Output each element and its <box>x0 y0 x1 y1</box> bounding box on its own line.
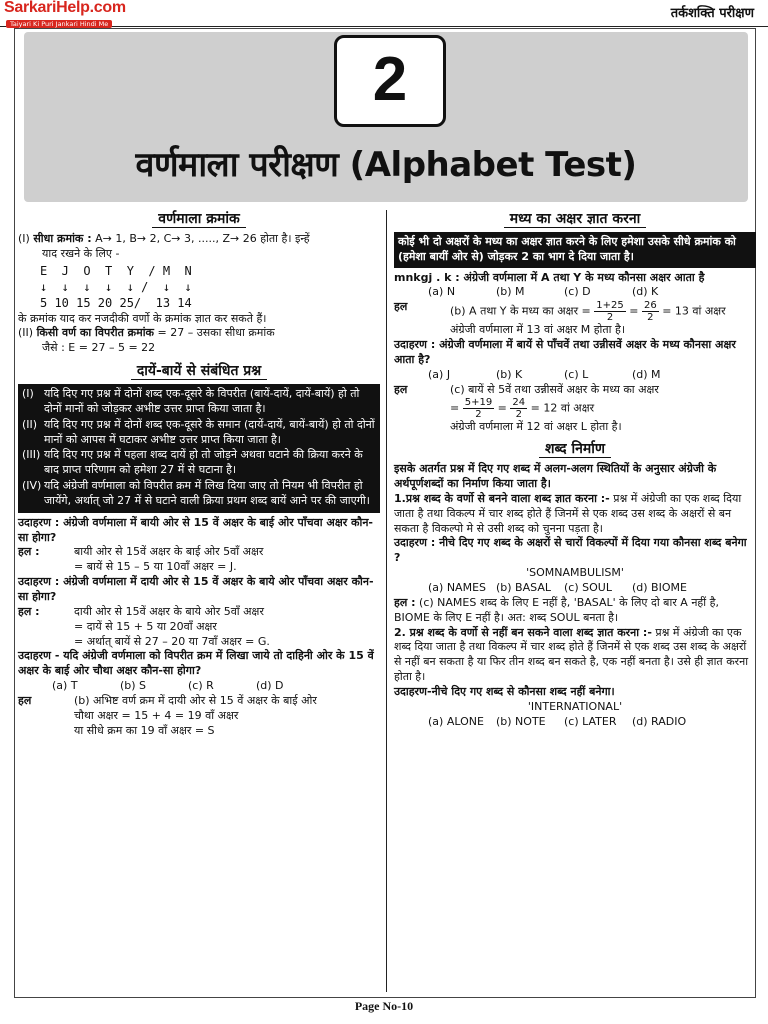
rule-item: (II) यदि दिए गए प्रश्न में दोनों शब्द एक-दूसरे के समान (दायें-दायें, बायें-बायें) हो तो दोनों मानों को आपस में घटाकर अभीष्ट उत्तर प्राप्त किया जाता है। <box>22 417 375 446</box>
heading-alphabet-order: वर्णमाला क्रमांक <box>18 210 380 229</box>
q1-question: mnkgj . k : अंग्रेजी वर्णमाला में A तथा Y के मध्य कौनसा अक्षर आता है <box>394 270 705 284</box>
example-1-question: उदाहरण : अंग्रेजी वर्णमाला में बायी ओर से 15 वें अक्षर के बाई ओर पाँचवा अक्षर कौन-सा होगा? <box>18 515 374 544</box>
example-3-solution-line2: चौथा अक्षर = 15 + 4 = 19 वाँ अक्षर <box>74 708 239 722</box>
word-example-2-options <box>394 715 756 730</box>
type-2-description: 2. प्रश्न शब्द के वर्णो से नहीं बन सकने वाला शब्द ज्ञात करना :- प्रश्न में अंग्रेजी का एक शब्द दिया जाता है तथा विकल्प में चार शब्द होते हैं जिनमें से एक शब्द उस शब्द के अक्षरों से नहीं बन सकता है या फिर तीन शब्द बन सकते है, एक नहीं बनता है। उसे ही ज्ञात करना होता है। <box>394 625 749 684</box>
heading-middle-letter: मध्य का अक्षर ज्ञात करना <box>394 210 756 229</box>
option: (c) D <box>564 285 591 299</box>
sequence-letters: E J O T Y / M N <box>40 263 192 278</box>
rule-item: (I) यदि दिए गए प्रश्न में दोनों शब्द एक-दूसरे के विपरीत (बायें-दायें, दायें-बायें) हो तो दोनों मानों को जोड़कर अभीष्ट उत्तर प्राप्त किया जाता है। <box>22 387 360 415</box>
option: (d) BIOME <box>632 580 687 594</box>
left-column <box>18 210 380 738</box>
heading-left-right: दायें-बायें से संबंधित प्रश्न <box>18 362 380 381</box>
heading-word-formation: शब्द निर्माण <box>394 440 756 459</box>
right-column <box>394 210 756 729</box>
option: (b) S <box>120 679 147 693</box>
example-2-solution-line3: = अर्थात् बायें से 27 – 20 या 7वाँ अक्षर = G. <box>74 634 270 648</box>
chapter-number: 2 <box>334 35 446 127</box>
word-example-1-options <box>394 581 756 596</box>
option: (a) NAMES <box>428 580 486 594</box>
option: (a) J <box>428 367 451 381</box>
rule-reverse-order: (II) किसी वर्ण का विपरीत क्रमांक = 27 – उसका सीधा क्रमांक <box>18 326 275 340</box>
option: (a) ALONE <box>428 714 484 728</box>
rule-item: (IV) यदि अंग्रेजी वर्णमाला को विपरीत क्रम में लिख दिया जाए तो नियम भी विपरीत हो जायेंगे, अर्थात् जो 27 में से घटाने वाली क्रिया प्रथम शब्द बायें आने पर की जाएगी। <box>22 479 370 507</box>
example-3-solution: हल (b) अभिष्ट वर्ण क्रम में दायी ओर से 15 वें अक्षर के बाई ओर <box>18 693 317 707</box>
word-example-1-word: 'SOMNAMBULISM' <box>526 566 624 580</box>
option: (b) K <box>496 367 523 381</box>
option: (b) BASAL <box>496 580 551 594</box>
sequence-note: के क्रमांक याद कर नजदीकी वर्णो के क्रमांक ज्ञात कर सकते हैं। <box>18 311 267 325</box>
fraction: $\frac{26}{2}$ <box>643 300 657 324</box>
fraction: $\frac{24}{2}$ <box>512 397 526 421</box>
q2-solution: हल (c) बायें से 5वें तथा उन्नीसवें अक्षर के मध्य का अक्षर <box>394 382 659 396</box>
option: (c) SOUL <box>564 580 612 594</box>
chapter-title: वर्णमाला परीक्षण (Alphabet Test) <box>135 145 637 185</box>
option: (d) D <box>256 679 284 693</box>
rule-direct-order-line2: याद रखने के लिए - <box>42 246 120 260</box>
example-3-solution-line3: या सीधे क्रम का 19 वाँ अक्षर = S <box>74 723 215 737</box>
word-formation-intro: इसके अतर्गत प्रश्न में दिए गए शब्द में अलग-अलग स्थितियों के अनुसार अंग्रेजी के अर्थपूर्णशब्दों का निर्माण किया जाता है। <box>394 462 717 491</box>
example-2-solution-line2: = दायें से 15 + 5 या 20वाँ अक्षर <box>74 619 217 633</box>
q1-solution-line2: अंग्रेजी वर्णमाला में 13 वां अक्षर M होता है। <box>450 323 626 337</box>
top-bar <box>0 0 768 27</box>
logo-name: SarkariHelp.com <box>4 0 126 16</box>
column-divider <box>386 210 387 992</box>
middle-letter-rule-box: कोई भी दो अक्षरों के मध्य का अक्षर ज्ञात करने के लिए हमेशा उसके सीधे क्रमांक को (हमेशा बायीं ओर से) जोड़कर 2 का भाग दे दिया जाता है। <box>394 232 756 268</box>
rules-box <box>18 384 380 513</box>
option: (d) M <box>632 367 661 381</box>
word-example-1-question: उदाहरण : नीचे दिए गए शब्द के अक्षरों से चारों विकल्पों में दिया गया कौनसा शब्द बनेगा ? <box>394 536 747 565</box>
q1-solution: हल (b) A तथा Y के मध्य का अक्षर = $\frac{1+25}{2}$ = $\frac{26}{2} = 13$ वां अक्षर <box>394 300 726 324</box>
option: (a) N <box>428 285 456 299</box>
fraction: $\frac{1+25}{2}$ <box>596 300 624 324</box>
q2-solution-line3: अंग्रेजी वर्णमाला में 12 वां अक्षर L होता है। <box>450 420 622 434</box>
option: (d) RADIO <box>632 714 687 728</box>
q2-question: उदाहरण : अंग्रेजी वर्णमाला में बायें से पाँचवें तथा उन्नीसवें अक्षर के मध्य कौनसा अक्षर आता है? <box>394 338 736 366</box>
example-2-question: उदाहरण : अंग्रेजी वर्णमाला में दायी ओर से 15 वें अक्षर के बाये ओर पाँचवा अक्षर कौन-सा होगा? <box>18 575 374 603</box>
rule-reverse-example: जैसे : E = 27 – 5 = 22 <box>42 341 156 355</box>
option: (c) LATER <box>564 714 617 728</box>
site-logo[interactable] <box>4 0 144 28</box>
word-example-2-word: 'INTERNATIONAL' <box>527 699 623 713</box>
q2-options <box>394 368 756 383</box>
q2-solution-line2: = $\frac{5+19}{2}$ = $\frac{24}{2} = 12$ वां अक्षर <box>450 397 595 421</box>
sequence-arrows: ↓ ↓ ↓ ↓ ↓ / ↓ ↓ <box>40 279 192 294</box>
section-title: तर्कशक्ति परीक्षण <box>670 6 754 21</box>
sequence-numbers: 5 10 15 20 25/ 13 14 <box>40 295 192 310</box>
type-1-description: 1.प्रश्न शब्द के वर्णो से बनने वाला शब्द ज्ञात करना :- प्रश्न में अंग्रेजी का एक शब्द दिया जाता है तथा विकल्प में चार शब्द होते हैं जिनमें से एक शब्द उस शब्द के अक्षरों से बन सकता है विकल्पो मे से उसी शब्द को चुनना पड़ता है। <box>394 491 742 535</box>
fraction: $\frac{5+19}{2}$ <box>464 397 493 421</box>
option: (b) M <box>496 285 525 299</box>
word-example-2-question: उदाहरण-नीचे दिए गए शब्द से कौनसा शब्द नहीं बनेगा। <box>394 684 615 698</box>
logo-tagline: Taiyari Ki Puri Jankari Hindi Me <box>6 20 112 28</box>
option: (d) K <box>632 285 659 299</box>
example-2-solution: हल : दायी ओर से 15वें अक्षर के बाये ओर 5वाँ अक्षर <box>18 604 264 618</box>
word-example-1-solution: हल : (c) NAMES शब्द के लिए E नहीं है, 'BASAL' के लिए दो बार A नहीं है, BIOME के लिए E नहीं है। अत: शब्द SOUL बनता है। <box>394 595 719 624</box>
q1-options <box>394 285 756 300</box>
example-1-solution: हल : बायी ओर से 15वें अक्षर के बाई ओर 5वाँ अक्षर <box>18 545 264 559</box>
rule-item: (III) यदि दिए गए प्रश्न में पहला शब्द दायें हो तो जोड़ने अथवा घटाने की क्रिया करने के बाद प्राप्त परिणाम को हमेशा 27 में से घटाना है। <box>22 448 363 477</box>
page-number: Page No-10 <box>354 999 414 1013</box>
option: (a) T <box>52 679 78 693</box>
option: (c) R <box>188 679 214 693</box>
option: (c) L <box>564 367 589 381</box>
rule-direct-order: (I) सीधा क्रमांक : A→ 1, B→ 2, C→ 3, ....., Z→ 26 होता है। इन्हें <box>18 231 310 245</box>
example-3-question: उदाहरण - यदि अंग्रेजी वर्णमाला को विपरीत क्रम में लिखा जाये तो दाहिनी ओर के 15 वें अक्षर के बाई ओर चौथा अक्षर कौन-सा होगा? <box>18 649 374 678</box>
example-3-options <box>18 679 380 694</box>
example-1-solution-line2: = बायें से 15 – 5 या 10वाँ अक्षर = J. <box>74 560 237 574</box>
option: (b) NOTE <box>496 714 546 728</box>
